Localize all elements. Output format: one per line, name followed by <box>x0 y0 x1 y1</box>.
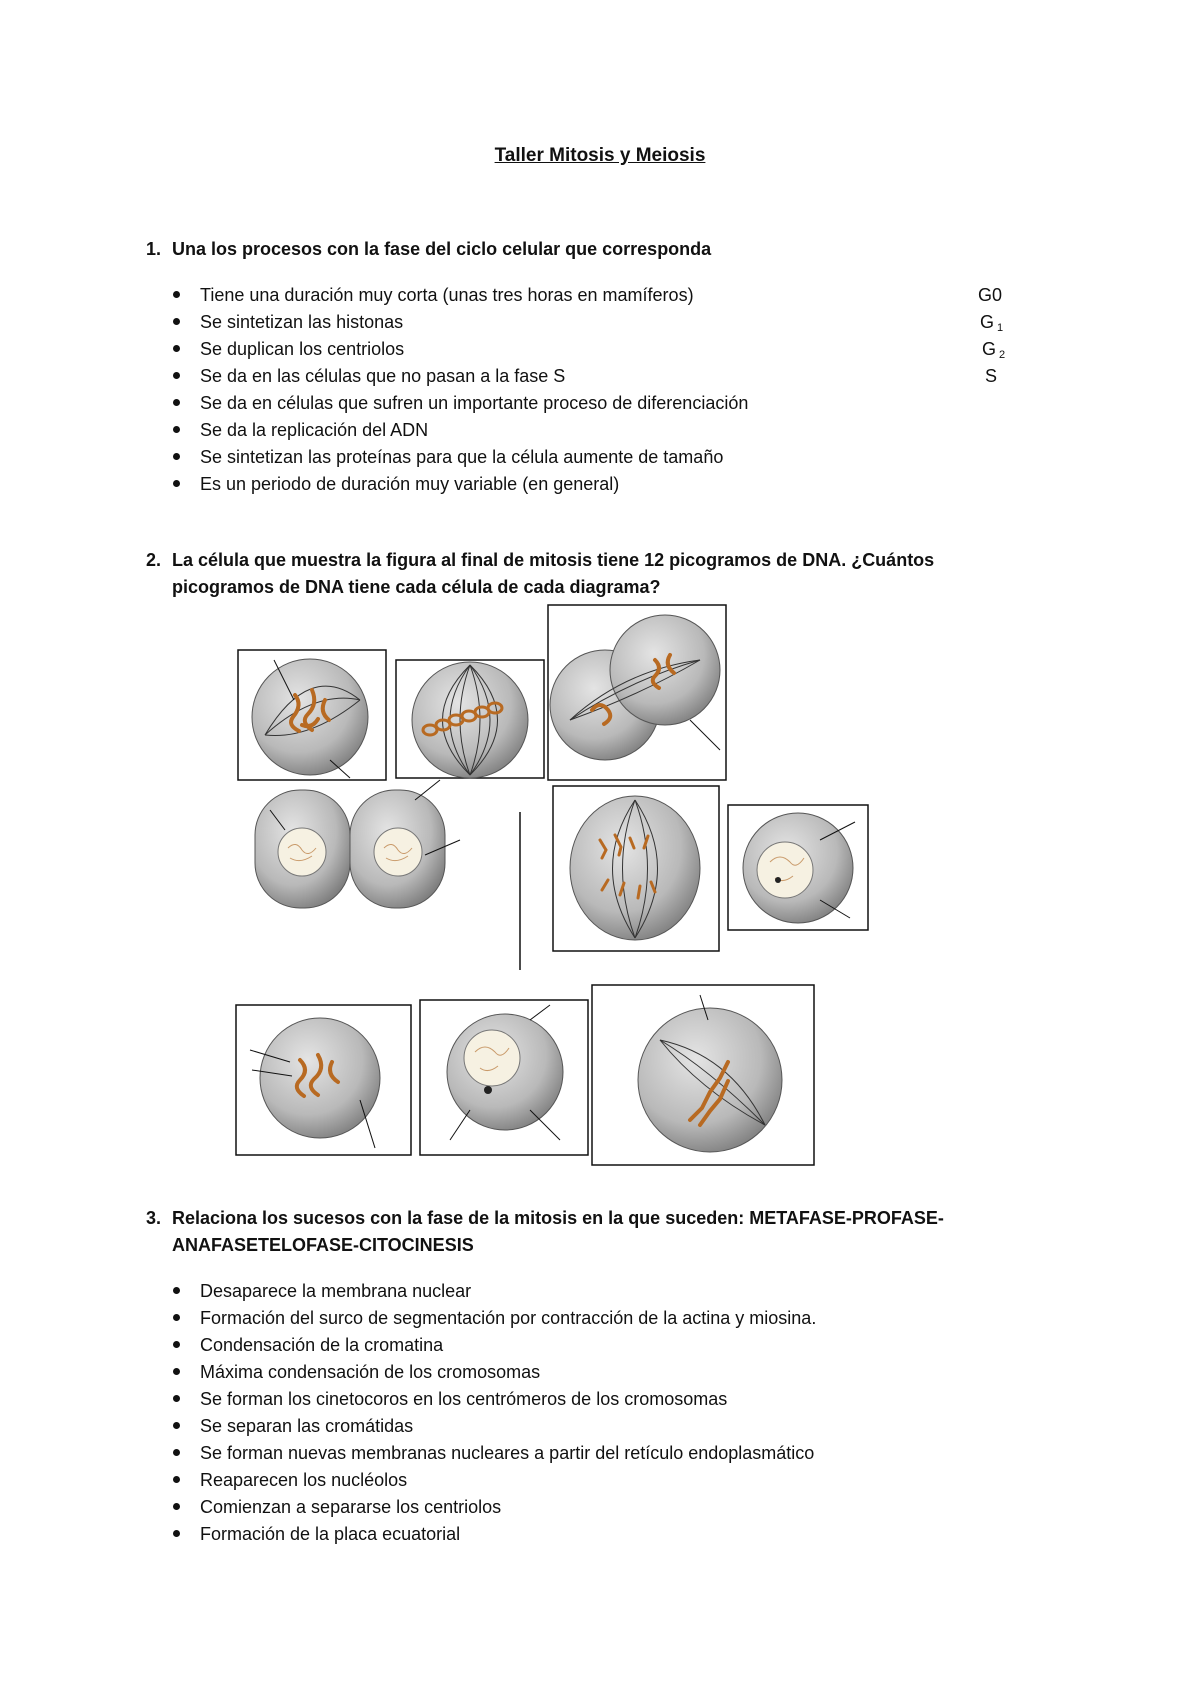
question-3 <box>146 1205 1052 1259</box>
list-item: Se sintetizan las proteínas para que la célula aumente de tamaño <box>200 444 748 471</box>
list-item: Se sintetizan las histonas <box>200 309 748 336</box>
question-3-line-1: Relaciona los sucesos con la fase de la mitosis en la que suceden: METAFASE-PROFASE- <box>172 1208 944 1228</box>
mitosis-diagram-figure <box>230 600 900 1170</box>
question-3-number: 3. <box>146 1208 162 1228</box>
list-item: Se forman los cinetocoros en los centrómeros de los cromosomas <box>200 1386 816 1413</box>
question-1-number: 1. <box>146 239 162 259</box>
list-item: Formación de la placa ecuatorial <box>200 1521 816 1548</box>
question-2-number: 2. <box>146 550 162 570</box>
diagram-prometaphase-cell <box>638 995 782 1152</box>
phase-g2: G $_2$ <box>982 339 1006 361</box>
list-item: Se da en células que sufren un importante proceso de diferenciación <box>200 390 748 417</box>
diagram-g2-cell <box>743 813 855 923</box>
list-item: Es un periodo de duración muy variable (en general) <box>200 471 748 498</box>
q3-event-list <box>200 1278 816 1548</box>
list-item: Máxima condensación de los cromosomas <box>200 1359 816 1386</box>
diagram-g1-cell <box>447 1005 563 1140</box>
mitosis-diagrams <box>230 600 900 1170</box>
list-item: Se da la replicación del ADN <box>200 417 748 444</box>
phase-s: S <box>985 366 998 386</box>
question-3-line-2: ANAFASETELOFASE-CITOCINESIS <box>172 1235 474 1255</box>
diagram-prophase-cell <box>252 659 368 778</box>
question-2-line-1: La célula que muestra la figura al final de mitosis tiene 12 picogramos de DNA. ¿Cuántos <box>172 550 935 570</box>
diagram-interphase-pair <box>255 780 460 908</box>
list-item: Se forman nuevas membranas nucleares a partir del retículo endoplasmático <box>200 1440 816 1467</box>
question-2-line-2: picogramos de DNA tiene cada célula de cada diagrama? <box>172 577 661 597</box>
question-1-text: Una los procesos con la fase del ciclo celular que corresponda <box>172 239 712 259</box>
diagram-anaphase-cell <box>570 796 700 940</box>
list-item: Se da en las células que no pasan a la fase S <box>200 363 748 390</box>
list-item: Formación del surco de segmentación por contracción de la actina y miosina. <box>200 1305 816 1332</box>
diagram-metaphase-cell <box>412 662 528 778</box>
list-item: Comienzan a separarse los centriolos <box>200 1494 816 1521</box>
list-item: Se separan las cromátidas <box>200 1413 816 1440</box>
page-title: Taller Mitosis y Meiosis <box>494 145 706 166</box>
phase-g0: G0 <box>978 285 1003 305</box>
diagram-telophase-cells <box>550 615 720 760</box>
question-2 <box>146 547 1052 601</box>
list-item: Se duplican los centriolos <box>200 336 748 363</box>
list-item: Tiene una duración muy corta (unas tres horas en mamíferos) <box>200 282 748 309</box>
list-item: Condensación de la cromatina <box>200 1332 816 1359</box>
list-item: Desaparece la membrana nuclear <box>200 1278 816 1305</box>
list-item: Reaparecen los nucléolos <box>200 1467 816 1494</box>
question-1 <box>146 236 1052 263</box>
phase-g1: G $_1$ <box>980 312 1004 334</box>
q1-process-list <box>200 282 748 498</box>
diagram-early-prophase-cell <box>250 1018 380 1148</box>
